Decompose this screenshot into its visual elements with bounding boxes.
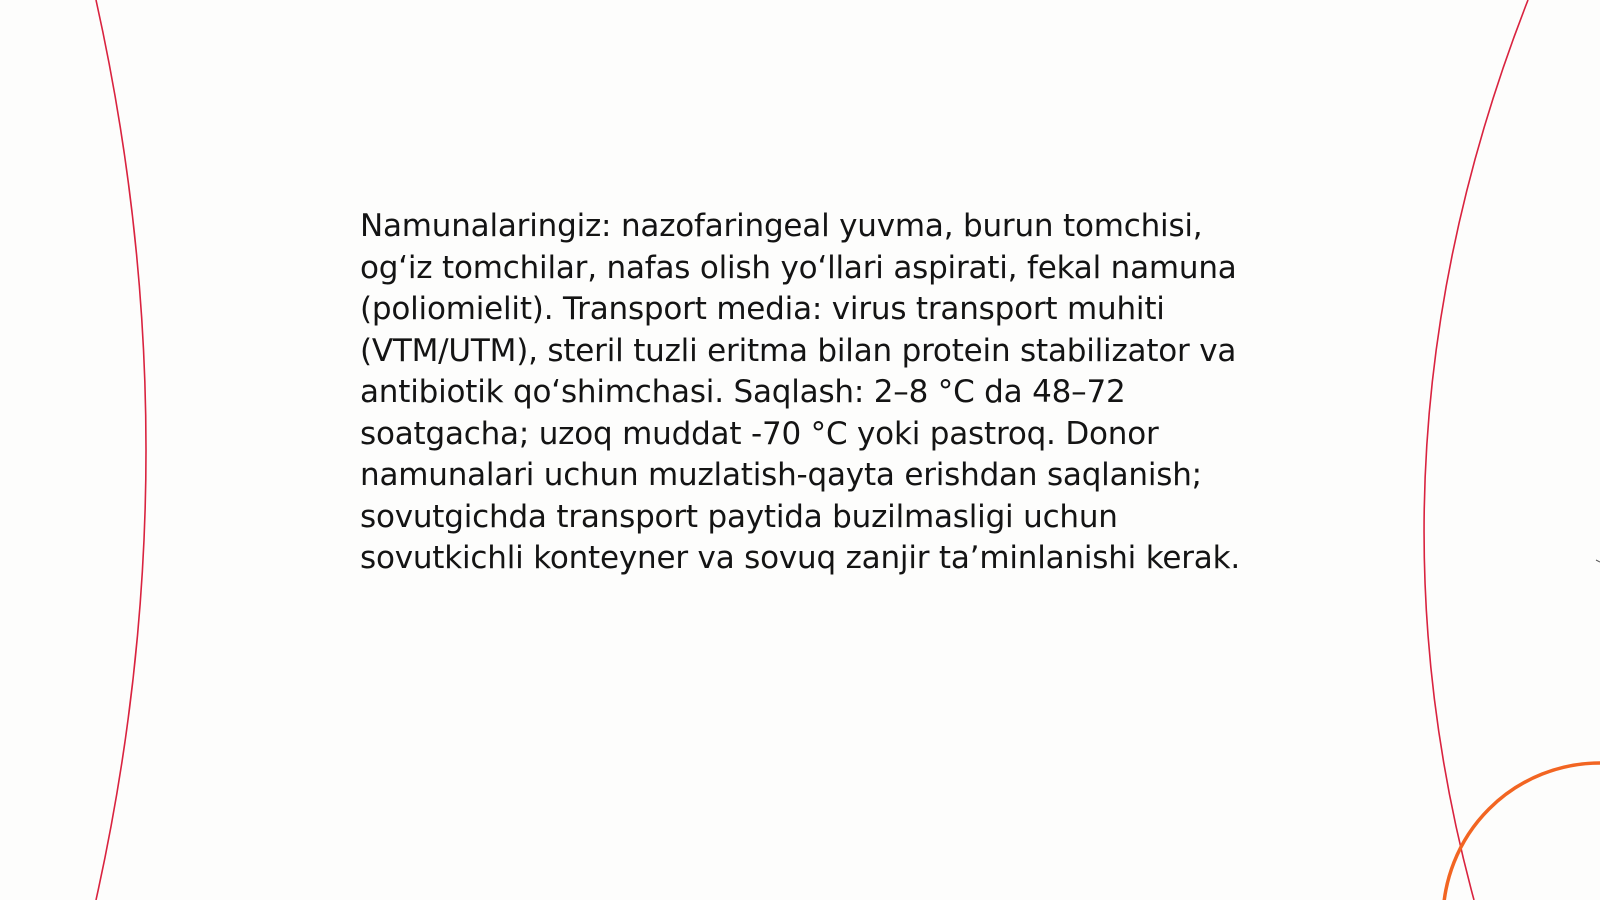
body-text: Namunalaringiz: nazofaringeal yuvma, burun tomchisi, og‘iz tomchilar, nafas olish yo‘llari aspirati, fekal namuna (poliomielit). Transport media: virus transport muhiti (VTM/UTM), steril tuzli eritma bilan protein stabilizator va antibiotik qo‘shimchasi. Saqlash: 2–8 °C da 48–72 soatgacha; uzoq muddat -70 °C yoki pastroq. Donor namunalari uchun muzlatish-qayta erishdan saqlanish; sovutgichda transport paytida buzilmasligi uchun sovutkichli konteyner va sovuq zanjir ta’minlanishi kerak.: [360, 208, 1240, 576]
bottom-right-orange-arc: [1443, 763, 1600, 900]
right-edge-tick: [1596, 560, 1600, 562]
left-curved-line: [96, 0, 146, 900]
right-curved-line: [1424, 0, 1528, 900]
